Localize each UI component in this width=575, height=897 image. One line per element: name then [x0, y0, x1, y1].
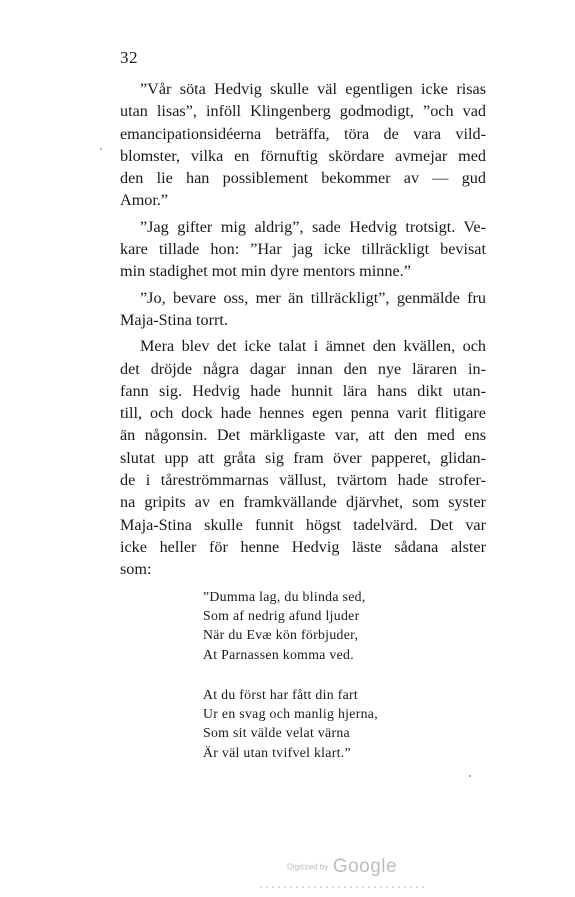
google-logo: Google: [332, 856, 398, 877]
text-line: Mera blev det icke talat i ämnet den kvällen, och: [140, 337, 486, 356]
text-line: kare tillade hon: ”Har jag icke tillräckligt bevisat: [120, 240, 486, 259]
text-line: fann sig. Hedvig hade hunnit lära hans dikt utan-: [120, 381, 486, 400]
text-line: icke heller för henne Hedvig läste sådana alster: [120, 537, 486, 556]
text-line: Maja-Stina skulle funnit högst tadelvärd. Det var: [120, 515, 486, 534]
text-line: ”Vår söta Hedvig skulle väl egentligen icke risas: [140, 80, 486, 98]
text-line: Maja-Stina torrt.: [120, 310, 228, 329]
scan-speck: [100, 148, 102, 150]
poem-line: När du Evæ kön förbjuder,: [203, 627, 359, 643]
text-line: emancipationsidéerna beträffa, töra de vara vild-: [120, 124, 486, 143]
text-line: Amor.”: [120, 191, 169, 210]
text-line: än någonsin. Det märkligaste var, att den med ens: [120, 426, 486, 445]
poem-stanza: [203, 685, 433, 762]
digitized-watermark: [287, 856, 397, 878]
text-line: min stadighet mot min dyre mentors minne.”: [120, 262, 411, 281]
page-number: 32: [120, 48, 138, 67]
paragraph: [120, 78, 486, 212]
poem-line: Är väl utan tvifvel klart.”: [203, 744, 351, 760]
text-line: slutat upp att gråta sig fram över papperet, glidan-: [120, 448, 486, 467]
text-line: de i tåreströmmarnas vällust, tvärtom hade strofer-: [120, 471, 486, 490]
paragraph: [120, 287, 486, 332]
paragraph: [120, 216, 486, 283]
text-line: ”Jag gifter mig aldrig”, sade Hedvig trotsigt. Ve-: [140, 217, 486, 236]
scan-speck: [469, 775, 471, 777]
poem-line: Som sit välde velat värna: [203, 725, 350, 741]
poem-line: At Parnassen komma ved.: [203, 646, 354, 662]
poem-stanza: [203, 587, 433, 664]
text-line: ”Jo, bevare oss, mer än tillräckligt”, genmälde fru: [140, 288, 486, 307]
paragraph: [120, 335, 486, 580]
text-line: blomster, vilka en förnuftig skördare avmejar med: [120, 146, 486, 165]
text-line: utan lisas”, inföll Klingenberg godmodigt, ”och vad: [120, 102, 486, 121]
scan-noise: [258, 884, 428, 890]
text-line: till, och dock hade hennes egen penna varit flitigare: [120, 404, 486, 423]
poem-line: Som af nedrig afund ljuder: [203, 608, 360, 624]
poem-line: Ur en svag och manlig hjerna,: [203, 706, 378, 722]
poem-line: At du först har fått din fart: [203, 687, 359, 702]
text-line: den lie han possiblement bekommer av — gud: [120, 169, 486, 188]
text-line: som:: [120, 560, 152, 579]
text-line: det dröjde några dagar innan den nye läraren in-: [120, 359, 486, 378]
poem-line: ”Dumma lag, du blinda sed,: [203, 589, 366, 604]
body-text: [120, 78, 486, 585]
watermark-prefix: Digitized by: [287, 862, 329, 872]
text-line: na gripits av en framkvällande djärvhet, som syster: [120, 493, 486, 512]
